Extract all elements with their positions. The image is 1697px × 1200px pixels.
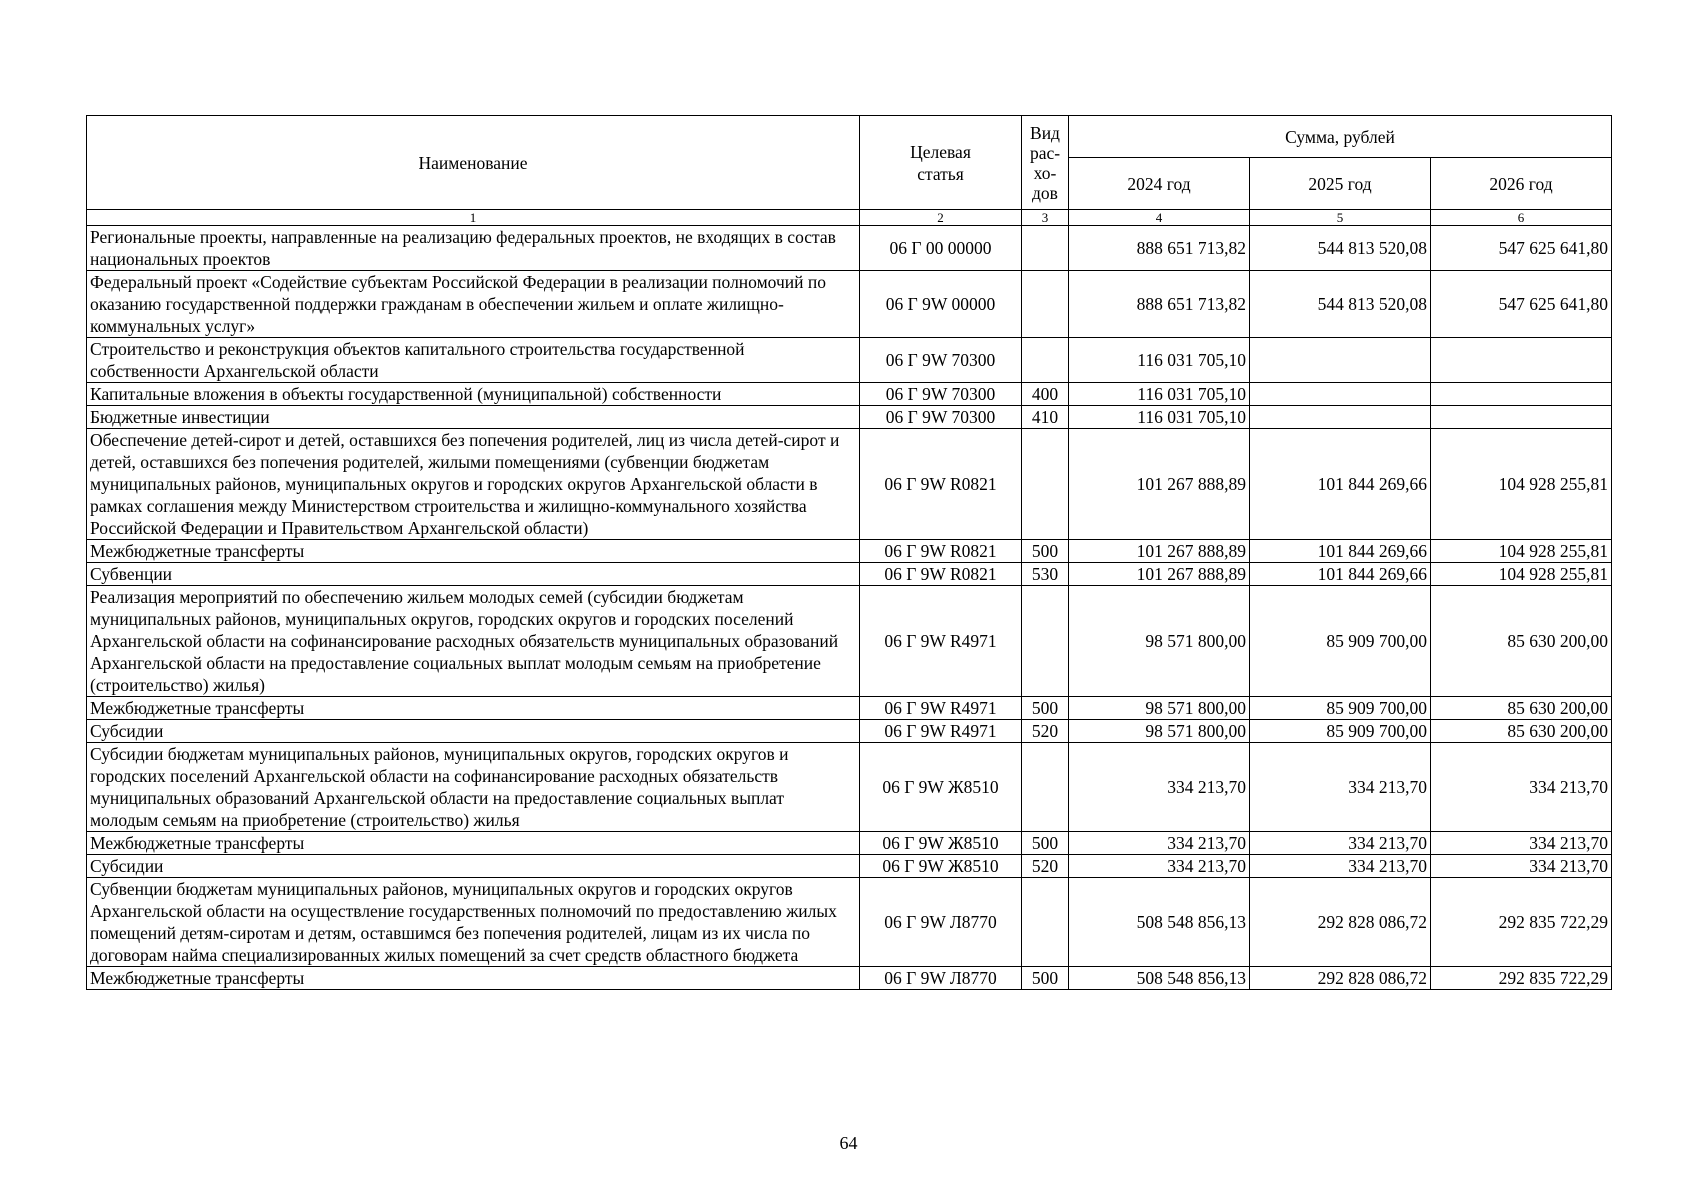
table-row	[87, 540, 1612, 563]
row-expense-kind	[1022, 586, 1069, 697]
row-sum-2026: 104 928 255,81	[1431, 540, 1612, 563]
row-sum-2026: 104 928 255,81	[1431, 429, 1612, 540]
row-name: Межбюджетные трансферты	[87, 697, 860, 720]
row-name: Межбюджетные трансферты	[87, 967, 860, 990]
row-sum-2024: 334 213,70	[1069, 855, 1250, 878]
row-sum-2025: 101 844 269,66	[1250, 429, 1431, 540]
row-sum-2025: 85 909 700,00	[1250, 720, 1431, 743]
row-sum-2024: 98 571 800,00	[1069, 586, 1250, 697]
row-sum-2025: 292 828 086,72	[1250, 967, 1431, 990]
row-sum-2024: 98 571 800,00	[1069, 720, 1250, 743]
row-sum-2026	[1431, 338, 1612, 383]
row-sum-2024: 334 213,70	[1069, 743, 1250, 832]
row-sum-2026: 85 630 200,00	[1431, 586, 1612, 697]
row-target-article: 06 Г 9W Л8770	[860, 878, 1022, 967]
row-sum-2025: 292 828 086,72	[1250, 878, 1431, 967]
row-name: Межбюджетные трансферты	[87, 540, 860, 563]
row-sum-2024: 116 031 705,10	[1069, 383, 1250, 406]
row-sum-2025	[1250, 338, 1431, 383]
row-sum-2026: 292 835 722,29	[1431, 878, 1612, 967]
header-kind-line1: Вид	[1030, 122, 1060, 143]
row-sum-2024: 508 548 856,13	[1069, 878, 1250, 967]
table-row	[87, 271, 1612, 338]
row-expense-kind: 500	[1022, 967, 1069, 990]
row-sum-2025: 334 213,70	[1250, 855, 1431, 878]
row-sum-2024: 101 267 888,89	[1069, 563, 1250, 586]
row-sum-2025: 334 213,70	[1250, 832, 1431, 855]
row-sum-2025: 101 844 269,66	[1250, 540, 1431, 563]
row-target-article: 06 Г 9W Л8770	[860, 967, 1022, 990]
row-target-article: 06 Г 9W 70300	[860, 383, 1022, 406]
row-name: Реализация мероприятий по обеспечению жильем молодых семей (субсидии бюджетам муниципальных районов, муниципальных округов, городских округов и городских поселений Архангельской области на софинансирование расходных обязательств муниципальных образований Архангельской области на предоставление социальных выплат молодым семьям на приобретение (строительство) жилья)	[87, 586, 860, 697]
table-row	[87, 226, 1612, 271]
row-sum-2026: 85 630 200,00	[1431, 720, 1612, 743]
table-row	[87, 586, 1612, 697]
row-name: Капитальные вложения в объекты государственной (муниципальной) собственности	[87, 383, 860, 406]
header-target-line1: Целевая	[910, 141, 971, 162]
header-target-line2: статья	[917, 163, 964, 184]
row-expense-kind	[1022, 743, 1069, 832]
row-sum-2024: 98 571 800,00	[1069, 697, 1250, 720]
row-sum-2026: 104 928 255,81	[1431, 563, 1612, 586]
column-number: 1	[87, 210, 860, 226]
table-row	[87, 878, 1612, 967]
row-sum-2026: 547 625 641,80	[1431, 226, 1612, 271]
row-sum-2025: 101 844 269,66	[1250, 563, 1431, 586]
header-year-2024: 2024 год	[1069, 158, 1250, 210]
row-sum-2026: 334 213,70	[1431, 855, 1612, 878]
table-row	[87, 406, 1612, 429]
row-expense-kind: 520	[1022, 720, 1069, 743]
row-sum-2025: 544 813 520,08	[1250, 271, 1431, 338]
table-row	[87, 563, 1612, 586]
table-row	[87, 855, 1612, 878]
row-expense-kind	[1022, 878, 1069, 967]
column-number: 4	[1069, 210, 1250, 226]
row-target-article: 06 Г 00 00000	[860, 226, 1022, 271]
row-sum-2025	[1250, 406, 1431, 429]
row-sum-2026: 292 835 722,29	[1431, 967, 1612, 990]
row-name: Субсидии	[87, 855, 860, 878]
table-row	[87, 383, 1612, 406]
row-sum-2024: 116 031 705,10	[1069, 338, 1250, 383]
header-expense-kind	[1022, 116, 1069, 210]
row-sum-2026: 85 630 200,00	[1431, 697, 1612, 720]
column-number: 6	[1431, 210, 1612, 226]
row-name: Субсидии бюджетам муниципальных районов, муниципальных округов, городских округов и городских поселений Архангельской области на софинансирование расходных обязательств муниципальных образований Архангельской области на предоставление социальных выплат молодым семьям на приобретение (строительство) жилья	[87, 743, 860, 832]
row-sum-2024: 116 031 705,10	[1069, 406, 1250, 429]
table-row	[87, 338, 1612, 383]
row-sum-2026	[1431, 383, 1612, 406]
header-name: Наименование	[87, 116, 860, 210]
row-name: Межбюджетные трансферты	[87, 832, 860, 855]
row-sum-2024: 101 267 888,89	[1069, 429, 1250, 540]
row-sum-2024: 508 548 856,13	[1069, 967, 1250, 990]
row-expense-kind	[1022, 338, 1069, 383]
row-expense-kind: 520	[1022, 855, 1069, 878]
row-expense-kind: 500	[1022, 832, 1069, 855]
header-year-2025: 2025 год	[1250, 158, 1431, 210]
header-sum: Сумма, рублей	[1069, 116, 1612, 158]
row-name: Субвенции	[87, 563, 860, 586]
row-name: Региональные проекты, направленные на реализацию федеральных проектов, не входящих в состав национальных проектов	[87, 226, 860, 271]
header-kind-line3: хо-	[1033, 162, 1057, 183]
row-name: Федеральный проект «Содействие субъектам Российской Федерации в реализации полномочий по оказанию государственной поддержки гражданам в обеспечении жильем и оплате жилищно-коммунальных услуг»	[87, 271, 860, 338]
row-name: Обеспечение детей-сирот и детей, оставшихся без попечения родителей, лиц из числа детей-сирот и детей, оставшихся без попечения родителей, жилыми помещениями (субвенции бюджетам муниципальных районов, муниципальных округов и городских округов Архангельской области в рамках соглашения между Министерством строительства и жилищно-коммунального хозяйства Российской Федерации и Правительством Архангельской области)	[87, 429, 860, 540]
column-number: 2	[860, 210, 1022, 226]
header-kind-line2: рас-	[1029, 142, 1061, 163]
row-sum-2026	[1431, 406, 1612, 429]
row-target-article: 06 Г 9W 00000	[860, 271, 1022, 338]
row-target-article: 06 Г 9W 70300	[860, 406, 1022, 429]
table-row	[87, 697, 1612, 720]
row-sum-2026: 334 213,70	[1431, 832, 1612, 855]
budget-table	[86, 115, 1612, 990]
table-row	[87, 967, 1612, 990]
column-number: 5	[1250, 210, 1431, 226]
row-sum-2025: 544 813 520,08	[1250, 226, 1431, 271]
row-sum-2024: 888 651 713,82	[1069, 226, 1250, 271]
table-row	[87, 720, 1612, 743]
row-expense-kind	[1022, 429, 1069, 540]
row-name: Строительство и реконструкция объектов капитального строительства государственной собственности Архангельской области	[87, 338, 860, 383]
row-sum-2024: 888 651 713,82	[1069, 271, 1250, 338]
row-expense-kind: 400	[1022, 383, 1069, 406]
row-name: Бюджетные инвестиции	[87, 406, 860, 429]
row-expense-kind: 410	[1022, 406, 1069, 429]
page-number: 64	[839, 1133, 858, 1153]
row-target-article: 06 Г 9W R4971	[860, 720, 1022, 743]
row-sum-2025	[1250, 383, 1431, 406]
row-target-article: 06 Г 9W Ж8510	[860, 832, 1022, 855]
row-sum-2025: 85 909 700,00	[1250, 586, 1431, 697]
row-expense-kind: 500	[1022, 540, 1069, 563]
row-target-article: 06 Г 9W Ж8510	[860, 743, 1022, 832]
row-name: Субсидии	[87, 720, 860, 743]
table-row	[87, 429, 1612, 540]
row-target-article: 06 Г 9W 70300	[860, 338, 1022, 383]
row-target-article: 06 Г 9W R0821	[860, 563, 1022, 586]
row-target-article: 06 Г 9W R4971	[860, 586, 1022, 697]
column-number: 3	[1022, 210, 1069, 226]
row-sum-2026: 547 625 641,80	[1431, 271, 1612, 338]
row-sum-2024: 334 213,70	[1069, 832, 1250, 855]
header-target-article	[860, 116, 1022, 210]
row-expense-kind: 500	[1022, 697, 1069, 720]
row-target-article: 06 Г 9W R4971	[860, 697, 1022, 720]
table-row	[87, 832, 1612, 855]
row-expense-kind	[1022, 226, 1069, 271]
header-kind-line4: дов	[1032, 182, 1058, 203]
row-target-article: 06 Г 9W R0821	[860, 429, 1022, 540]
row-sum-2025: 85 909 700,00	[1250, 697, 1431, 720]
row-target-article: 06 Г 9W R0821	[860, 540, 1022, 563]
table-row	[87, 743, 1612, 832]
row-target-article: 06 Г 9W Ж8510	[860, 855, 1022, 878]
row-sum-2025: 334 213,70	[1250, 743, 1431, 832]
header-year-2026: 2026 год	[1431, 158, 1612, 210]
row-expense-kind: 530	[1022, 563, 1069, 586]
row-sum-2026: 334 213,70	[1431, 743, 1612, 832]
row-name: Субвенции бюджетам муниципальных районов, муниципальных округов и городских округов Архангельской области на осуществление государственных полномочий по предоставлению жилых помещений детям-сиротам и детям, оставшимся без попечения родителей, лицам из их числа по договорам найма специализированных жилых помещений за счет средств областного бюджета	[87, 878, 860, 967]
table-body	[87, 226, 1612, 990]
row-expense-kind	[1022, 271, 1069, 338]
row-sum-2024: 101 267 888,89	[1069, 540, 1250, 563]
